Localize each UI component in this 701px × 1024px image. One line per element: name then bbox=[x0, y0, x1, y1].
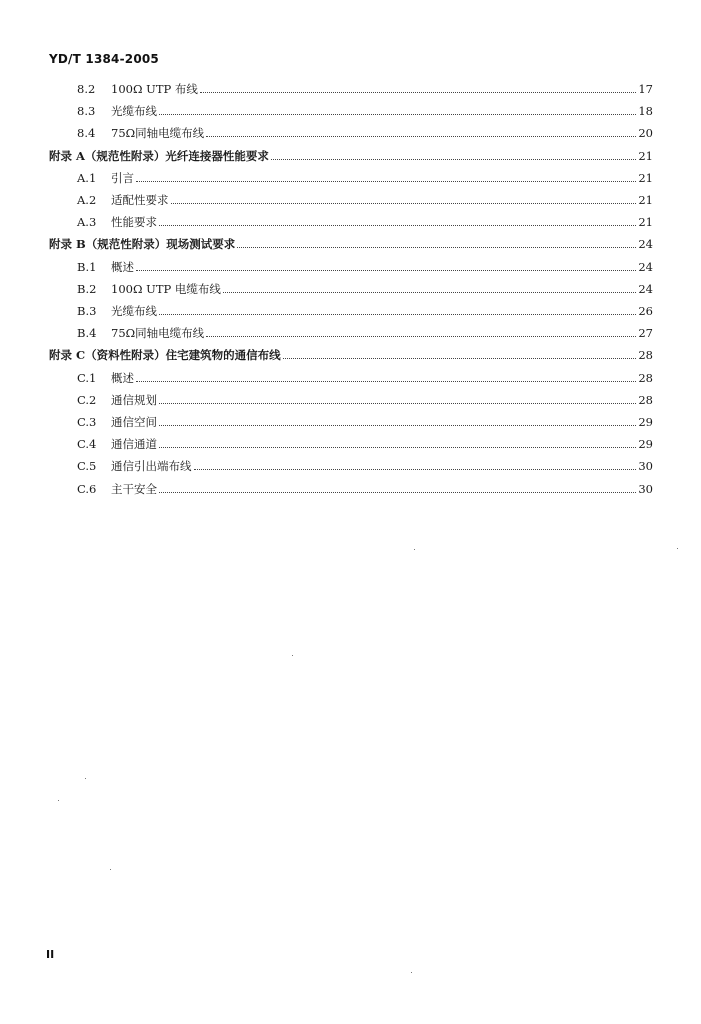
toc-line bbox=[77, 370, 653, 386]
toc-leader-dots bbox=[271, 159, 636, 160]
toc-section-number: B.1 bbox=[77, 259, 97, 274]
toc-section-title: 概述 bbox=[111, 259, 134, 274]
toc-row bbox=[0, 481, 701, 503]
toc-line bbox=[77, 392, 653, 408]
toc-page-number: 28 bbox=[638, 348, 653, 363]
toc-section-number: C.1 bbox=[77, 370, 97, 385]
toc-line bbox=[77, 436, 653, 452]
toc-section-title: 100Ω UTP 电缆布线 bbox=[111, 281, 221, 296]
toc-section-title: 光缆布线 bbox=[111, 304, 157, 318]
toc-row bbox=[0, 103, 701, 125]
toc-page-number: 27 bbox=[638, 326, 653, 341]
toc-page-number: 28 bbox=[638, 370, 653, 385]
toc-page-number: 30 bbox=[638, 459, 653, 474]
toc-leader-dots bbox=[283, 358, 637, 359]
toc-row bbox=[0, 259, 701, 281]
toc-page-number: 28 bbox=[638, 392, 653, 407]
toc-leader-dots bbox=[159, 447, 636, 448]
toc-line bbox=[77, 125, 653, 141]
toc-section-number: B.4 bbox=[77, 326, 97, 341]
toc-section-title: 75Ω同轴电缆布线 bbox=[111, 326, 205, 341]
toc-section-number: A.2 bbox=[77, 193, 97, 207]
toc-row bbox=[0, 303, 701, 325]
toc-leader-dots bbox=[159, 425, 636, 426]
toc-appendix-title: 附录 C（资料性附录）住宅建筑物的通信布线 bbox=[49, 348, 281, 363]
toc-row bbox=[0, 214, 701, 236]
toc-line bbox=[49, 347, 653, 363]
toc-section-number: 8.3 bbox=[77, 104, 96, 119]
toc-row bbox=[0, 370, 701, 392]
toc-row bbox=[0, 414, 701, 436]
toc-section-title: 通信空间 bbox=[111, 415, 157, 429]
toc-leader-dots bbox=[171, 203, 637, 204]
toc-section-title: 性能要求 bbox=[111, 215, 157, 230]
toc-line bbox=[77, 103, 653, 119]
toc-row bbox=[0, 125, 701, 147]
toc-row bbox=[0, 281, 701, 303]
toc-row bbox=[0, 192, 701, 214]
toc-line bbox=[77, 259, 653, 275]
toc-section-number: 8.2 bbox=[77, 82, 96, 96]
toc-leader-dots bbox=[206, 336, 636, 337]
scan-speck bbox=[677, 548, 678, 549]
toc-section-number: 8.4 bbox=[77, 126, 96, 141]
toc-line bbox=[77, 303, 653, 319]
toc-row bbox=[0, 325, 701, 347]
toc-page-number: 17 bbox=[638, 82, 653, 96]
toc-row bbox=[0, 392, 701, 414]
toc-line bbox=[77, 214, 653, 230]
toc-row bbox=[0, 436, 701, 458]
toc-page-number: 24 bbox=[638, 281, 653, 296]
toc-leader-dots bbox=[159, 403, 636, 404]
toc-section-number: C.4 bbox=[77, 437, 97, 452]
toc-line bbox=[77, 414, 653, 430]
toc-page-number: 21 bbox=[638, 215, 653, 230]
toc-line bbox=[49, 148, 653, 164]
scan-speck bbox=[411, 972, 412, 973]
toc-page-number: 21 bbox=[638, 193, 653, 207]
toc-page-number: 30 bbox=[638, 481, 653, 496]
document-standard-id: YD/T 1384-2005 bbox=[49, 52, 159, 66]
toc-row bbox=[0, 170, 701, 192]
toc-section-title: 通信规划 bbox=[111, 392, 157, 407]
scan-speck bbox=[58, 800, 59, 801]
toc-page-number: 18 bbox=[638, 104, 653, 119]
toc-appendix-title: 附录 B（规范性附录）现场测试要求 bbox=[49, 237, 236, 252]
toc-section-title: 100Ω UTP 布线 bbox=[111, 82, 198, 96]
toc-section-number: B.2 bbox=[77, 281, 97, 296]
toc-line bbox=[77, 325, 653, 341]
toc-line bbox=[77, 170, 653, 186]
toc-section-number: C.5 bbox=[77, 459, 97, 474]
toc-page-number: 29 bbox=[638, 415, 653, 429]
toc-section-title: 适配性要求 bbox=[111, 193, 169, 207]
toc-line bbox=[49, 236, 653, 252]
toc-line bbox=[77, 81, 653, 97]
toc-section-title: 概述 bbox=[111, 370, 134, 385]
toc-appendix-row bbox=[0, 347, 701, 369]
toc-appendix-title: 附录 A（规范性附录）光纤连接器性能要求 bbox=[49, 148, 269, 163]
toc-leader-dots bbox=[159, 114, 636, 115]
toc-line bbox=[77, 481, 653, 497]
toc-section-number: C.3 bbox=[77, 415, 97, 429]
page-number-footer: II bbox=[46, 948, 55, 961]
toc-section-title: 引言 bbox=[111, 170, 134, 185]
toc-row bbox=[0, 458, 701, 480]
toc-leader-dots bbox=[159, 492, 636, 493]
toc-leader-dots bbox=[223, 292, 636, 293]
toc-leader-dots bbox=[206, 136, 636, 137]
toc-leader-dots bbox=[237, 247, 636, 248]
toc-line bbox=[77, 281, 653, 297]
toc-section-title: 主干安全 bbox=[111, 481, 157, 496]
toc-page-number: 20 bbox=[638, 126, 653, 141]
toc-section-title: 通信引出端布线 bbox=[111, 459, 192, 474]
toc-page-number: 24 bbox=[638, 259, 653, 274]
toc-page-number: 29 bbox=[638, 437, 653, 452]
toc-leader-dots bbox=[194, 469, 637, 470]
toc-section-number: A.1 bbox=[77, 170, 97, 185]
toc-leader-dots bbox=[159, 314, 636, 315]
toc-leader-dots bbox=[136, 270, 636, 271]
toc-page-number: 26 bbox=[638, 304, 653, 318]
scan-speck bbox=[110, 869, 111, 870]
toc-line bbox=[77, 458, 653, 474]
toc-section-title: 75Ω同轴电缆布线 bbox=[111, 126, 205, 141]
scan-speck bbox=[292, 655, 293, 656]
toc-leader-dots bbox=[159, 225, 636, 226]
scan-speck bbox=[414, 549, 415, 550]
toc-section-number: C.6 bbox=[77, 481, 97, 496]
toc-page-number: 21 bbox=[638, 170, 653, 185]
toc-appendix-row bbox=[0, 236, 701, 258]
toc-section-number: A.3 bbox=[77, 215, 97, 230]
scan-speck bbox=[85, 778, 86, 779]
toc-section-title: 通信通道 bbox=[111, 437, 157, 452]
toc-leader-dots bbox=[200, 92, 636, 93]
toc-row bbox=[0, 81, 701, 103]
toc-leader-dots bbox=[136, 181, 636, 182]
toc-leader-dots bbox=[136, 381, 636, 382]
toc-section-number: C.2 bbox=[77, 392, 97, 407]
toc-appendix-row bbox=[0, 148, 701, 170]
toc-page-number: 24 bbox=[638, 237, 653, 252]
toc-section-title: 光缆布线 bbox=[111, 104, 157, 119]
toc-page-number: 21 bbox=[638, 148, 653, 163]
toc-section-number: B.3 bbox=[77, 304, 97, 318]
toc-line bbox=[77, 192, 653, 208]
